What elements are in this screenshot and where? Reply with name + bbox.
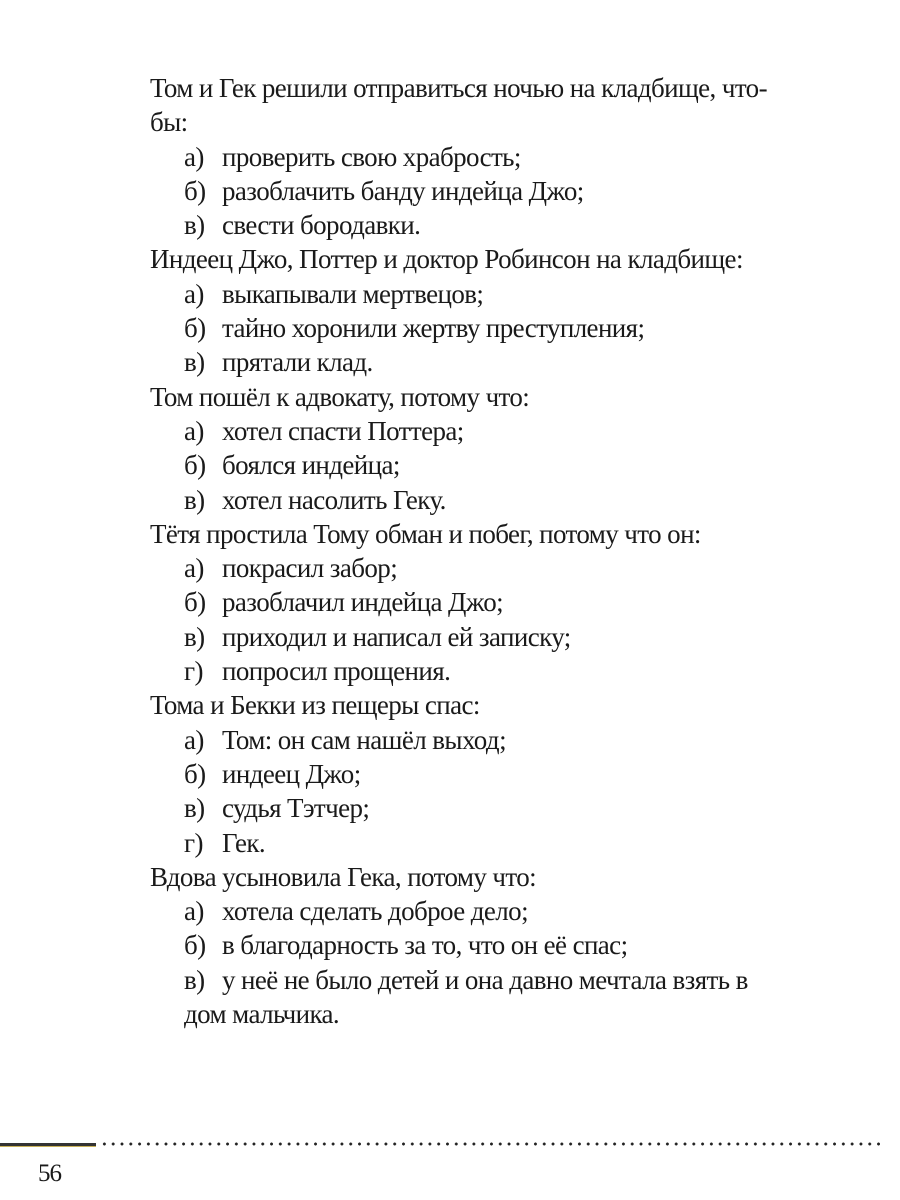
option-text: хотел насолить Геку. — [222, 484, 446, 515]
answer-option — [150, 928, 890, 962]
answer-option — [150, 208, 890, 242]
question-text: Тома и Бекки из пещеры спас: — [150, 690, 480, 721]
option-letter: г) — [184, 827, 203, 858]
option-text: судья Тэтчер; — [222, 793, 370, 824]
question-text: Том и Гек решили отправиться ночью на кладбище, что- — [150, 73, 767, 103]
option-letter: в) — [184, 793, 205, 824]
option-text: в благодарность за то, что он её спас; — [222, 930, 628, 961]
option-text: попросил прощения. — [222, 656, 451, 687]
answer-option — [150, 140, 890, 174]
option-text: выкапывали мертвецов; — [222, 278, 484, 309]
answer-option — [150, 277, 890, 311]
answer-option — [150, 963, 890, 997]
question-text: Индеец Джо, Поттер и доктор Робинсон на кладбище: — [150, 244, 743, 275]
answer-option — [150, 585, 890, 619]
option-letter: б) — [184, 450, 206, 481]
answer-option — [150, 174, 890, 208]
question-text: Вдова усыновила Гека, потому что: — [150, 861, 536, 892]
answer-option — [150, 414, 890, 448]
option-letter: в) — [184, 484, 205, 515]
option-text: свести бородавки. — [222, 210, 421, 241]
option-text: Гек. — [222, 827, 266, 858]
answer-option — [150, 448, 890, 482]
option-text: разоблачил индейца Джо; — [222, 587, 504, 618]
answer-option — [150, 757, 890, 791]
answer-option — [150, 620, 890, 654]
option-letter: б) — [184, 313, 206, 344]
footer-rule — [0, 1143, 96, 1147]
option-text: индеец Джо; — [222, 758, 361, 789]
option-letter: а) — [184, 724, 204, 755]
option-text: боялся индейца; — [222, 450, 400, 481]
answer-option — [150, 483, 890, 517]
option-letter: а) — [184, 415, 204, 446]
option-letter: в) — [184, 347, 205, 378]
quiz-content — [150, 71, 890, 1031]
option-text: хотела сделать доброе дело; — [222, 896, 528, 927]
option-text: приходил и написал ей записку; — [222, 621, 571, 652]
option-letter: а) — [184, 141, 204, 172]
option-text: Том: он сам нашёл выход; — [222, 724, 506, 755]
footer-dotted-line — [100, 1142, 880, 1146]
option-text-continuation: дом мальчика. — [184, 999, 340, 1030]
option-text: прятали клад. — [222, 347, 373, 378]
option-text: хотел спасти Поттера; — [222, 415, 464, 446]
option-text: тайно хоронили жертву преступления; — [222, 313, 645, 344]
option-letter: б) — [184, 175, 206, 206]
answer-option — [150, 345, 890, 379]
answer-option — [150, 723, 890, 757]
option-letter: в) — [184, 964, 205, 995]
option-letter: г) — [184, 656, 203, 687]
option-letter: а) — [184, 553, 204, 584]
option-text: разоблачить банду индейца Джо; — [222, 175, 584, 206]
question-text: Тётя простила Тому обман и побег, потому что он: — [150, 518, 701, 549]
option-letter: а) — [184, 896, 204, 927]
option-text: у неё не было детей и она давно мечтала взять в — [222, 964, 748, 995]
question-text: бы: — [150, 107, 188, 138]
option-letter: в) — [184, 621, 205, 652]
question-text: Том пошёл к адвокату, потому что: — [150, 381, 530, 412]
answer-option — [150, 894, 890, 928]
answer-option — [150, 791, 890, 825]
answer-option — [150, 311, 890, 345]
page-number: 56 — [38, 1160, 61, 1187]
option-letter: в) — [184, 210, 205, 241]
answer-option — [150, 551, 890, 585]
option-letter: б) — [184, 587, 206, 618]
option-letter: а) — [184, 278, 204, 309]
option-text: проверить свою храбрость; — [222, 141, 521, 172]
answer-option — [150, 654, 890, 688]
answer-option — [150, 826, 890, 860]
option-letter: б) — [184, 758, 206, 789]
option-text: покрасил забор; — [222, 553, 398, 584]
option-letter: б) — [184, 930, 206, 961]
